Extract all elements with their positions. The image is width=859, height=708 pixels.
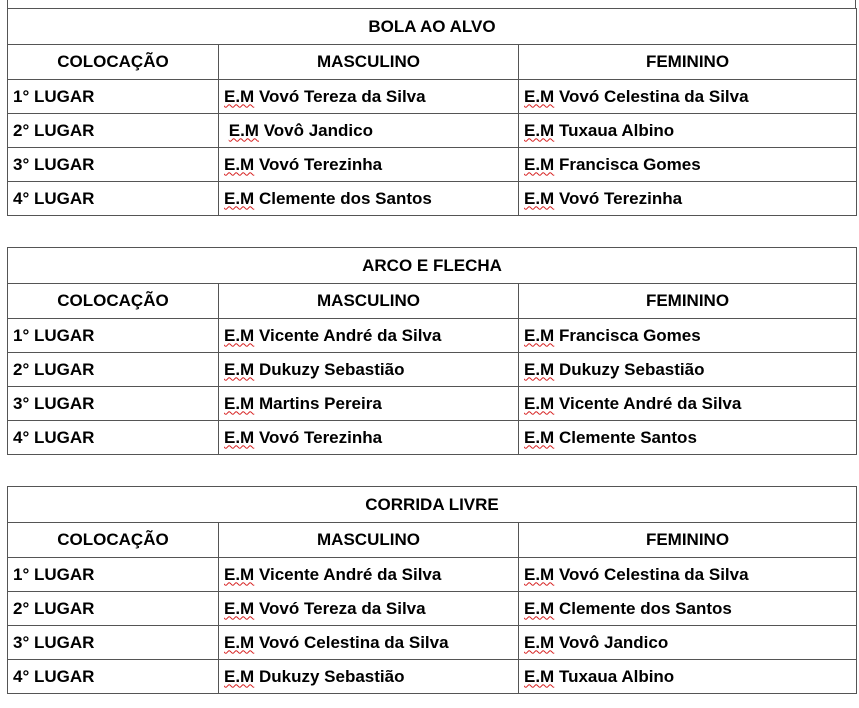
header-colocacao: COLOCAÇÃO [8, 284, 219, 319]
place-cell: 1° LUGAR [8, 80, 219, 114]
female-school-cell: E.M Vicente André da Silva [519, 387, 857, 421]
table-row [8, 182, 857, 216]
header-masculino: MASCULINO [219, 523, 519, 558]
table-row [8, 148, 857, 182]
female-school-cell: E.M Francisca Gomes [519, 319, 857, 353]
header-colocacao: COLOCAÇÃO [8, 45, 219, 80]
table-row [8, 80, 857, 114]
place-cell: 3° LUGAR [8, 626, 219, 660]
place-cell: 2° LUGAR [8, 592, 219, 626]
female-school-cell: E.M Clemente Santos [519, 421, 857, 455]
place-cell: 2° LUGAR [8, 353, 219, 387]
male-school-cell: E.M Clemente dos Santos [219, 182, 519, 216]
table-title: ARCO E FLECHA [8, 248, 857, 284]
male-school-cell: E.M Vovô Jandico [219, 114, 519, 148]
male-school-cell: E.M Vicente André da Silva [219, 558, 519, 592]
place-cell: 4° LUGAR [8, 660, 219, 694]
table-row [8, 319, 857, 353]
female-school-cell: E.M Vovó Celestina da Silva [519, 80, 857, 114]
place-cell: 1° LUGAR [8, 558, 219, 592]
table-row [8, 626, 857, 660]
header-colocacao: COLOCAÇÃO [8, 523, 219, 558]
male-school-cell: E.M Vovó Tereza da Silva [219, 80, 519, 114]
table-row [8, 387, 857, 421]
table-title: BOLA AO ALVO [8, 9, 857, 45]
results-table-corrida-livre [7, 486, 857, 694]
male-school-cell: E.M Vovó Terezinha [219, 421, 519, 455]
female-school-cell: E.M Vovô Jandico [519, 626, 857, 660]
male-school-cell: E.M Dukuzy Sebastião [219, 353, 519, 387]
table-title: CORRIDA LIVRE [8, 487, 857, 523]
male-school-cell: E.M Vovó Terezinha [219, 148, 519, 182]
table-row [8, 558, 857, 592]
results-table-bola-ao-alvo [7, 8, 857, 216]
female-school-cell: E.M Vovó Celestina da Silva [519, 558, 857, 592]
table-row [8, 421, 857, 455]
place-cell: 1° LUGAR [8, 319, 219, 353]
place-cell: 4° LUGAR [8, 182, 219, 216]
top-border-stub [7, 0, 856, 8]
header-masculino: MASCULINO [219, 45, 519, 80]
male-school-cell: E.M Martins Pereira [219, 387, 519, 421]
header-feminino: FEMININO [519, 45, 857, 80]
female-school-cell: E.M Vovó Terezinha [519, 182, 857, 216]
header-feminino: FEMININO [519, 523, 857, 558]
place-cell: 4° LUGAR [8, 421, 219, 455]
female-school-cell: E.M Francisca Gomes [519, 148, 857, 182]
header-masculino: MASCULINO [219, 284, 519, 319]
female-school-cell: E.M Tuxaua Albino [519, 114, 857, 148]
male-school-cell: E.M Vicente André da Silva [219, 319, 519, 353]
place-cell: 3° LUGAR [8, 148, 219, 182]
table-row [8, 114, 857, 148]
table-row [8, 592, 857, 626]
male-school-cell: E.M Dukuzy Sebastião [219, 660, 519, 694]
table-row [8, 353, 857, 387]
header-feminino: FEMININO [519, 284, 857, 319]
table-row [8, 660, 857, 694]
female-school-cell: E.M Dukuzy Sebastião [519, 353, 857, 387]
results-table-arco-e-flecha [7, 247, 857, 455]
male-school-cell: E.M Vovó Tereza da Silva [219, 592, 519, 626]
female-school-cell: E.M Tuxaua Albino [519, 660, 857, 694]
female-school-cell: E.M Clemente dos Santos [519, 592, 857, 626]
male-school-cell: E.M Vovó Celestina da Silva [219, 626, 519, 660]
place-cell: 3° LUGAR [8, 387, 219, 421]
place-cell: 2° LUGAR [8, 114, 219, 148]
